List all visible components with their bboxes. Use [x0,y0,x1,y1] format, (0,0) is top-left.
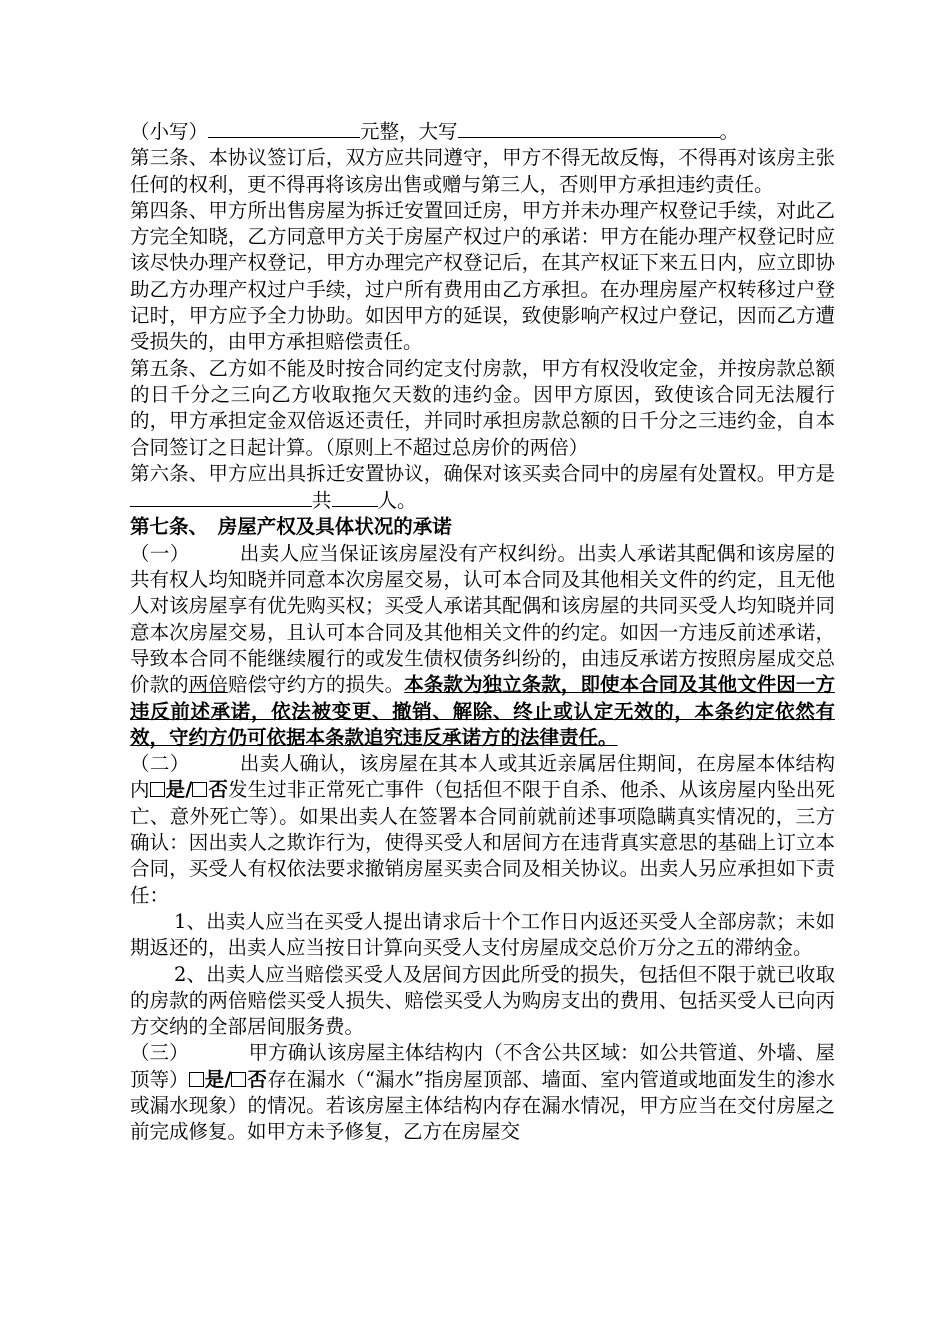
double-compensation: 两倍 [188,673,228,697]
section-2-label: （二） [130,752,190,776]
party-a-name-blank[interactable] [130,487,312,507]
lowercase-label: （小写） [130,120,209,143]
checkbox-yes-3[interactable] [189,1072,204,1087]
section-1 [130,541,835,751]
checkbox-no-3[interactable] [231,1072,246,1087]
party-a-count-blank[interactable] [332,487,378,507]
checkbox-no[interactable] [192,782,207,797]
section-1-text: 出卖人应当保证该房屋没有产权纠纷。出卖人承诺其配偶和该房屋的共有权人均知晓并同意本次房屋交易，认可本合同及其他相关文件的约定，且无他人对该房屋享有优先购买权；买受人承诺其配偶和该房屋的共同买受人均知晓并同意本次房屋交易，且认可本合同及其他相关文件的约定。如因一方违反前述承诺，导致本合同不能继续履行的或发生债权债务纠纷的，由违反承诺方按照房屋成交总价款的 [130,541,835,697]
party-a-label: 甲方是 [776,461,835,485]
yes-label: 是/ [165,778,193,802]
no-label: 否 [208,778,229,802]
no-label-3: 否 [247,1067,268,1091]
yes-label-3: 是/ [204,1067,232,1091]
checkbox-yes[interactable] [150,782,165,797]
section-2-text-b: 发生过非正常死亡事件（包括但不限于自杀、他杀、从该房屋内坠出死亡、意外死亡等）。如果出卖人在签署本合同前就前述事项隐瞒真实情况的，三方确认：因出卖人之欺诈行为，使得买受人和居间方在违背真实意思的基础上订立本合同，买受人有权依法要求撤销房屋买卖合同及相关协议。出卖人另应承担如下责任： [130,778,835,907]
item-2: 2、出卖人应当赔偿买受人及居间方因此所受的损失，包括但不限于就已收取的房款的两倍赔偿买受人损失、赔偿买受人为购房支出的费用、包括买受人已向丙方交纳的全部居间服务费。 [130,962,835,1039]
total-label: 共 [312,489,332,513]
article-7-heading: 第七条、 房屋产权及具体状况的承诺 [130,515,452,539]
section-3 [130,1040,835,1145]
price-line [130,118,835,145]
uppercase-label: 元整，大写 [360,120,458,143]
section-2 [130,751,835,909]
article-6 [130,461,835,515]
contract-page [130,118,835,1146]
independent-clause: 本条款为独立条款，即使本合同及其他文件因一方违反前述承诺，依法被变更、撤销、解除、终止或认定无效的，本条约定依然有效，守约方仍可依据本条款追究违反承诺方的法律责任。 [130,673,835,749]
article-6-text: 第六条、甲方应出具拆迁安置协议，确保对该买卖合同中的房屋有处置权。 [130,461,777,485]
article-4: 第四条、甲方所出售房屋为拆迁安置回迁房，甲方并未办理产权登记手续，对此乙方完全知晓，乙方同意甲方关于房屋产权过户的承诺：甲方在能办理产权登记时应该尽快办理产权登记，甲方办理完产权登记后，在其产权证下来五日内，应立即协助乙方办理产权过户手续，过户所有费用由乙方承担。在办理房屋产权转移过户登记时，甲方应予全力协助。如因甲方的延误，致使影响产权过户登记，因而乙方遭受损失的，由甲方承担赔偿责任。 [130,198,835,354]
section-1-tail: 赔偿守约方的损失。 [227,673,405,697]
amount-blank[interactable] [208,118,360,138]
period: 。 [719,120,740,143]
item-1: 1、出卖人应当在买受人提出请求后十个工作日内返还买受人全部房款；未如期返还的，出卖人应当按日计算向买受人支付房屋成交总价万分之五的滞纳金。 [130,909,835,960]
amount-uppercase-blank[interactable] [458,118,720,138]
section-3-text-a: 甲方确认该房屋主体结构内（不含公共区域：如公共管道、外墙、屋顶等） [130,1041,835,1091]
article-5: 第五条、乙方如不能及时按合同约定支付房款，甲方有权没收定金，并按房款总额的日千分之三向乙方收取拖欠天数的违约金。因甲方原因，致使该合同无法履行的，甲方承担定金双倍返还责任，并同时承担房款总额的日千分之三违约金，自本合同签订之日起计算。（原则上不超过总房价的两倍） [130,356,835,459]
persons-label: 人。 [377,489,417,513]
section-1-label: （一） [130,541,190,565]
section-3-text-b: 存在漏水（“漏水”指房屋顶部、墙面、室内管道或地面发生的渗水或漏水现象）的情况。若该房屋主体结构内存在漏水情况，甲方应当在交付房屋之前完成修复。如甲方未予修复，乙方在房屋交 [130,1067,835,1144]
article-3: 第三条、本协议签订后，双方应共同遵守，甲方不得无故反悔，不得再对该房主张任何的权利，更不得再将该房出售或赠与第三人，否则甲方承担违约责任。 [130,146,835,196]
section-3-label: （三） [130,1041,189,1065]
section-2-text-a: 出卖人确认，该房屋在其本人或其近亲属居住期间，在房屋本体结构内 [130,752,835,802]
